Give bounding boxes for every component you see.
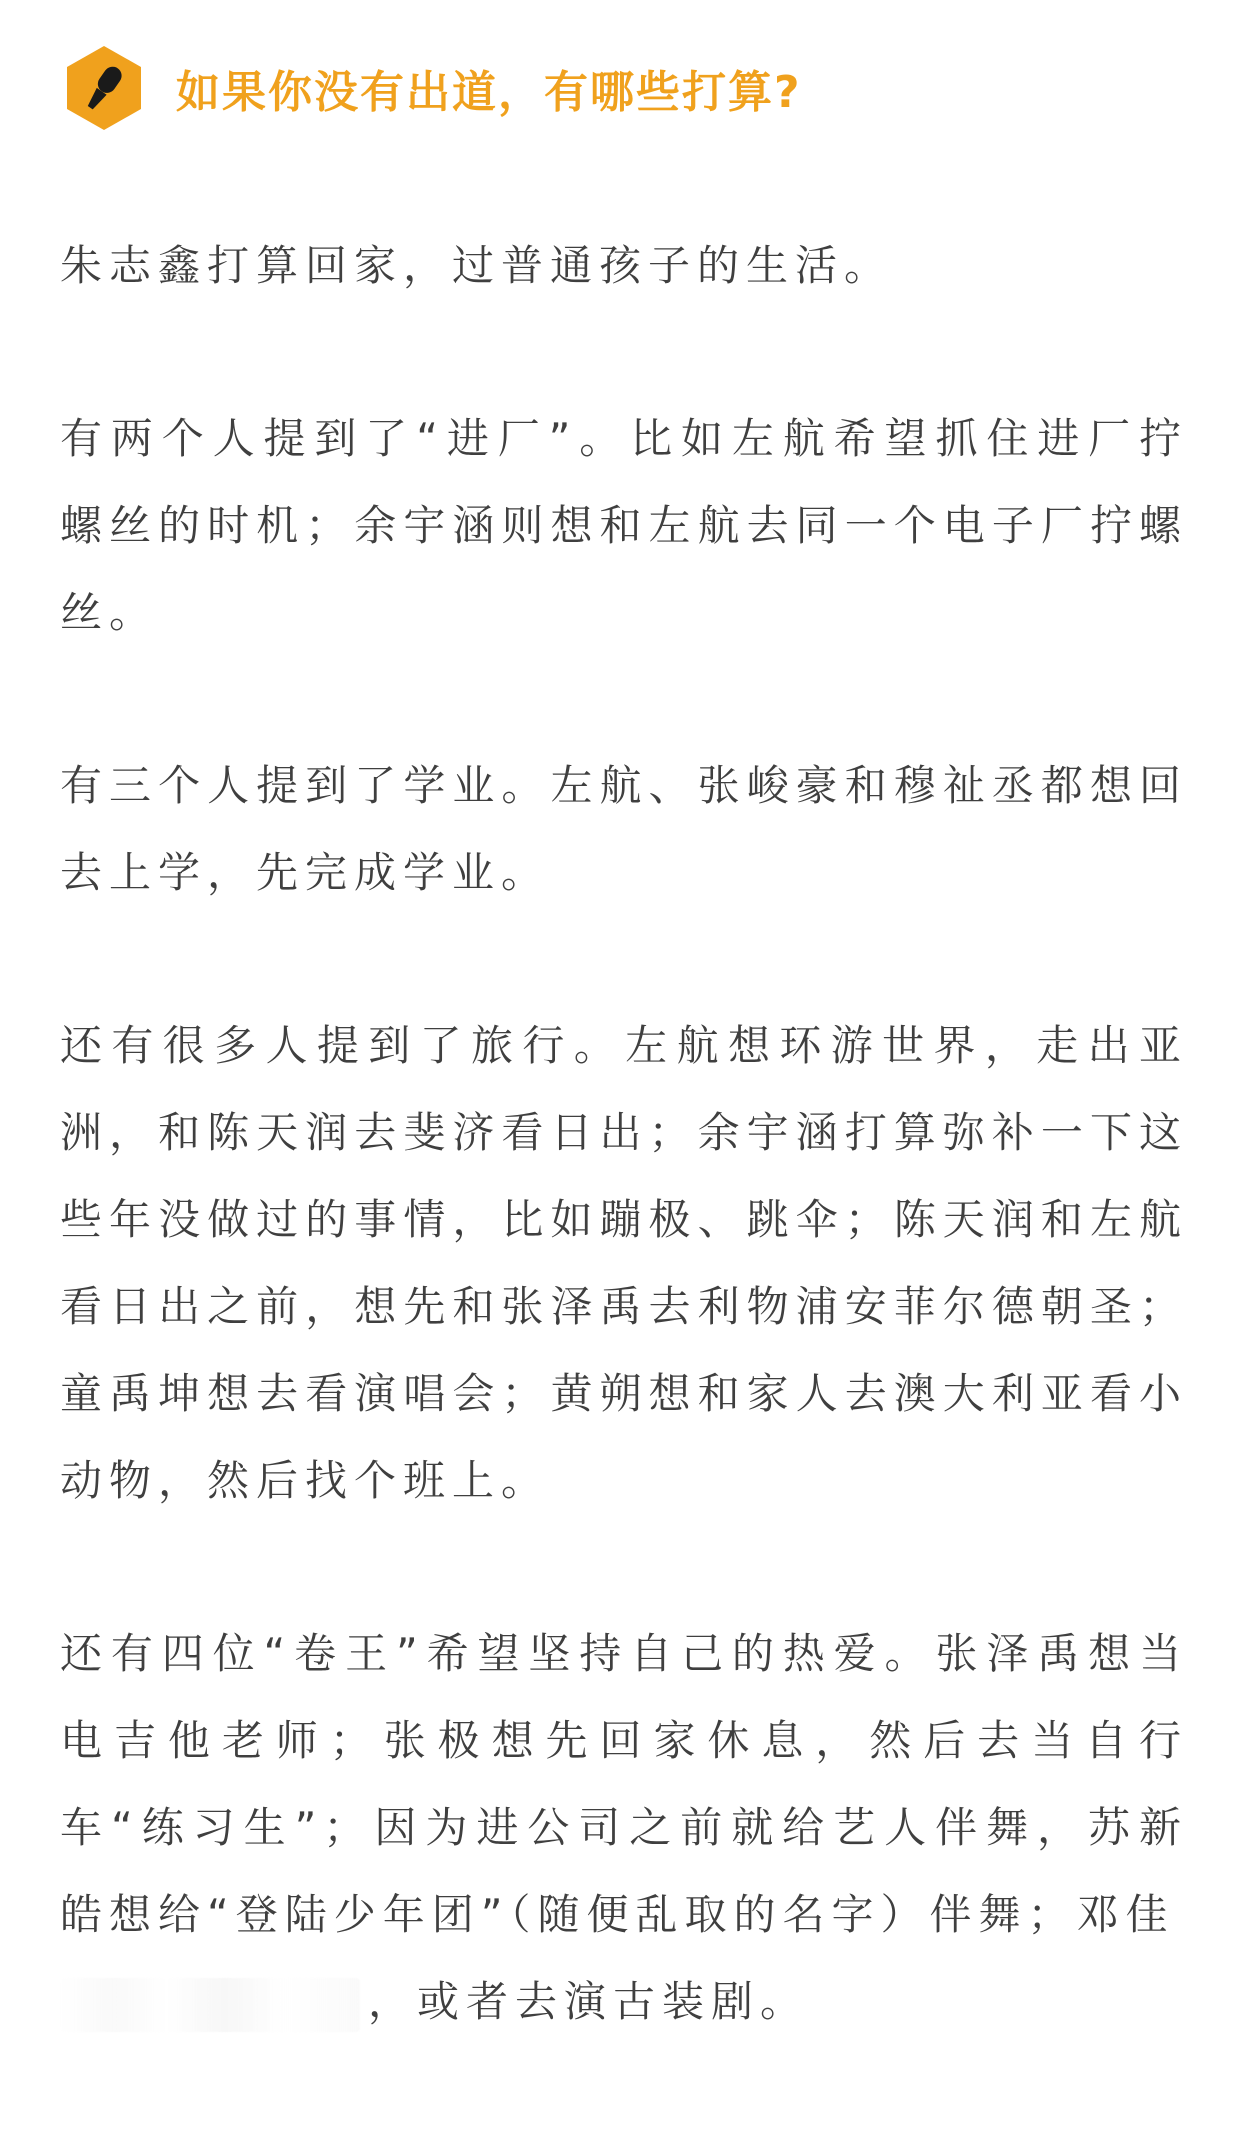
paragraph-5-tail: ，或者去演古装剧。 [368, 1977, 810, 2026]
section-heading [58, 42, 802, 134]
redacted-text-block [60, 1978, 360, 2032]
article-body [60, 222, 1188, 2131]
paragraph-4: 还有很多人提到了旅行。左航想环游世界，走出亚洲，和陈天润去斐济看日出；余宇涵打算弥补一下这些年没做过的事情，比如蹦极、跳伞；陈天润和左航看日出之前，想先和张泽禹去利物浦安菲尔德朝圣；童禹坤想去看演唱会；黄朔想和家人去澳大利亚看小动物，然后找个班上。 [60, 1021, 1188, 1505]
paragraph-1: 朱志鑫打算回家，过普通孩子的生活。 [60, 241, 894, 290]
microphone-icon [58, 42, 150, 134]
paragraph-5 [60, 1610, 1188, 2045]
paragraph-3: 有三个人提到了学业。左航、张峻豪和穆祉丞都想回去上学，先完成学业。 [60, 761, 1188, 897]
paragraph-2: 有两个人提到了“进厂”。比如左航希望抓住进厂拧螺丝的时机；余宇涵则想和左航去同一个电子厂拧螺丝。 [60, 414, 1188, 637]
paragraph-5-text: 还有四位“卷王”希望坚持自己的热爱。张泽禹想当电吉他老师；张极想先回家休息，然后去当自行车“练习生”；因为进公司之前就给艺人伴舞，苏新皓想给“登陆少年团”（随便乱取的名字）伴舞；邓佳 [60, 1629, 1188, 1939]
heading-title: 如果你没有出道，有哪些打算? [176, 67, 802, 118]
